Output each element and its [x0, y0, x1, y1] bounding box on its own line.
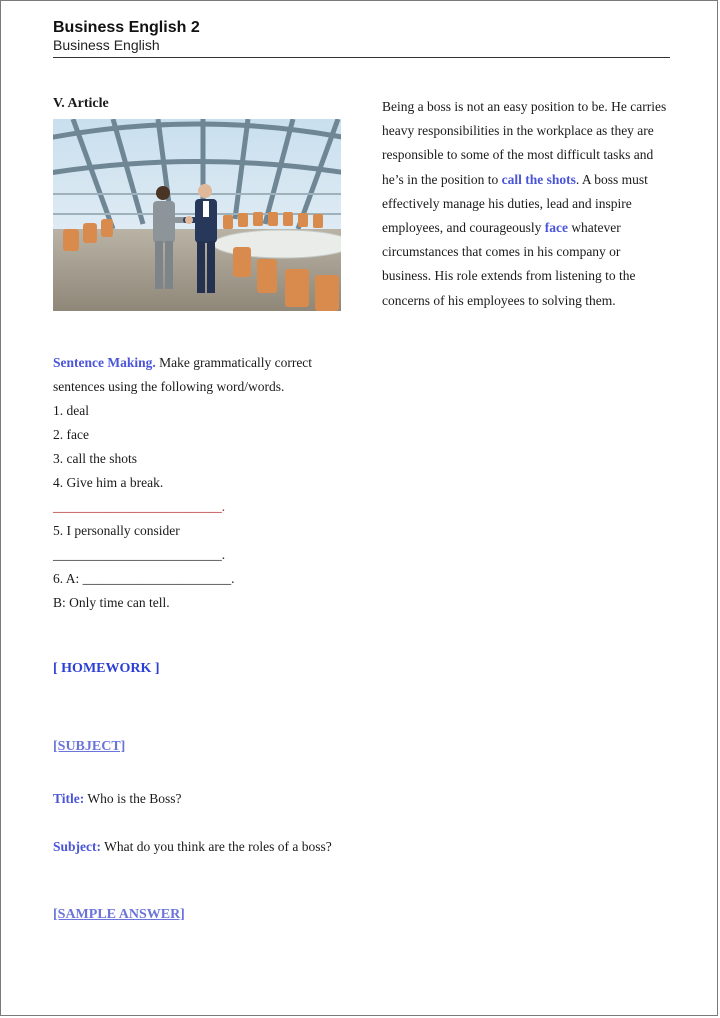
subject-value: What do you think are the roles of a boss?: [101, 839, 332, 854]
subject-link[interactable]: [SUBJECT]: [53, 739, 126, 754]
article-left-column: [53, 95, 348, 311]
homework-title: [53, 787, 353, 811]
document-subtitle: Business English: [53, 37, 160, 53]
answer-blank-5: _________________________.: [53, 547, 226, 562]
list-item: 5. I personally consider: [53, 523, 180, 538]
business-handshake-photo: [53, 119, 341, 311]
homework-subject: [53, 835, 343, 859]
list-item: 4. Give him a break.: [53, 475, 164, 490]
list-item: 2. face: [53, 427, 89, 442]
sentence-making-intro: [53, 351, 353, 399]
document-title: Business English 2: [53, 19, 200, 36]
article-body: [382, 95, 672, 313]
sample-answer-link[interactable]: [SAMPLE ANSWER]: [53, 907, 185, 922]
page-header: [53, 18, 670, 58]
article-text-part: Being a boss is not an easy position to be. He carries heavy responsibilities in the workplace as they are responsible to some of the most difficult tasks and he’s in the position to: [382, 99, 667, 187]
list-item: 1. deal: [53, 403, 89, 418]
highlight-call-the-shots: call the shots: [501, 171, 576, 187]
article-text-part: whatever circumstances that comes in his company or business. His role extends from listening to the concerns of his employees to solving them.: [382, 220, 636, 308]
answer-blank-4: _________________________.: [53, 499, 226, 514]
title-label: Title:: [53, 791, 85, 806]
homework-heading: [ HOMEWORK ]: [53, 661, 160, 676]
highlight-face: face: [544, 220, 568, 236]
article-text-part: . A boss must effectively manage his duties, lead and inspire employees, and courageously: [382, 171, 648, 236]
list-item: B: Only time can tell.: [53, 595, 170, 610]
list-item: 3. call the shots: [53, 451, 137, 466]
sentence-making-section: [53, 351, 353, 615]
sentence-making-label: Sentence Making.: [53, 355, 156, 370]
subject-label: Subject:: [53, 839, 101, 854]
sentence-making-instruction: Make grammatically correct sentences using the following word/words.: [53, 355, 313, 394]
title-value: Who is the Boss?: [84, 791, 182, 806]
article-text-column: [382, 95, 672, 313]
article-heading: V. Article: [53, 96, 109, 111]
list-item: 6. A: ______________________.: [53, 571, 235, 586]
